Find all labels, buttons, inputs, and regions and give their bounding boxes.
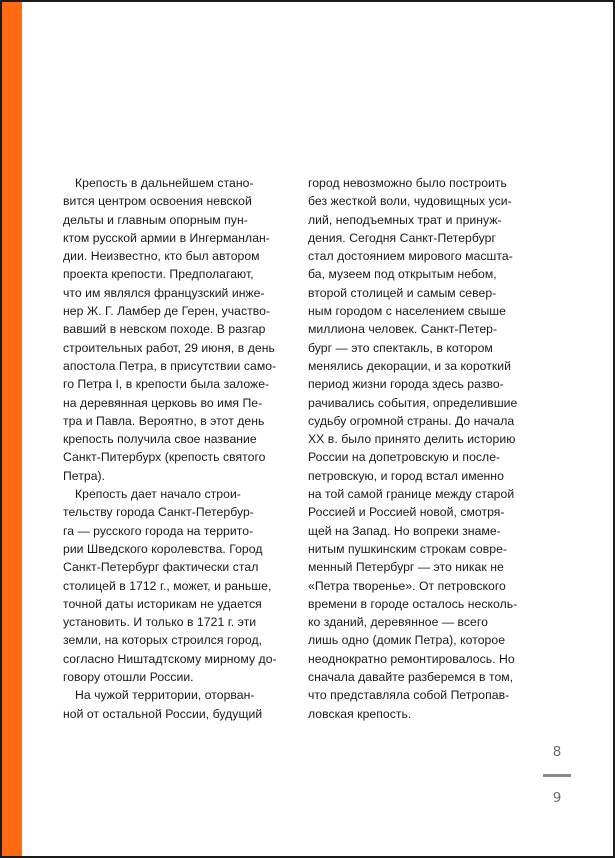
text-line: Санкт-Петербург фактически стал xyxy=(63,560,259,575)
text-line: Санкт-Питербурх (крепость святого xyxy=(63,450,266,465)
text-line: рачивались события, определившие xyxy=(308,395,518,410)
text-line: XX в. было принято делить историю xyxy=(308,432,516,447)
text-line: Крепость дает начало строи- xyxy=(75,487,241,502)
text-line: без жесткой воли, чудовищных уси- xyxy=(308,194,512,209)
text-line: согласно Ништадтскому мирному до- xyxy=(63,651,277,666)
text-line: неоднократно ремонтировалось. Но xyxy=(308,651,515,666)
text-line: проекта крепости. Предполагают, xyxy=(63,267,254,282)
text-line: Россией и Россией новой, смотря- xyxy=(308,505,505,520)
text-line: на той самой границе между старой xyxy=(308,487,515,502)
text-line: столицей в 1712 г., может, и раньше, xyxy=(63,578,272,593)
text-line: Петра). xyxy=(63,468,106,483)
text-line: земли, на которых строился город, xyxy=(63,633,263,648)
accent-sidebar-bar xyxy=(2,2,22,856)
text-line: тельству города Санкт-Петербур- xyxy=(63,505,254,520)
text-line: тра и Павла. Вероятно, в этот день xyxy=(63,413,265,428)
text-line: сначала давайте разберемся в том, xyxy=(308,670,514,685)
text-line: времени в городе осталось несколь- xyxy=(308,596,518,611)
text-line: дии. Неизвестно, кто был автором xyxy=(63,249,260,264)
text-line: На чужой территории, оторван- xyxy=(75,688,255,703)
text-line: ным городом с населением свыше xyxy=(308,304,506,319)
text-line: вится центром освоения невской xyxy=(63,194,252,209)
text-line: менялись декорации, и за короткий xyxy=(308,358,511,373)
text-line: «Петра творенье». От петровского xyxy=(308,578,506,593)
text-line: га — русского города на террито- xyxy=(63,523,254,538)
page-number-divider xyxy=(543,774,571,777)
text-line: город невозможно было построить xyxy=(308,176,507,190)
text-line: крепость получила свое название xyxy=(63,432,257,447)
text-line: России на допетровскую и после- xyxy=(308,450,501,465)
text-line: точной даты историкам не удается xyxy=(63,596,262,611)
text-line: щей на Запад. Но вопреки знаме- xyxy=(308,523,501,538)
text-line: строительных работ, 29 июня, в день xyxy=(63,340,275,355)
text-line: апостола Петра, в присутствии само- xyxy=(63,358,277,373)
text-line: нитым пушкинским строкам совре- xyxy=(308,541,508,556)
text-line: петровскую, и город встал именно xyxy=(308,468,504,483)
text-line: го Петра I, в крепости была заложе- xyxy=(63,377,270,392)
text-line: стал достоянием мирового масшта- xyxy=(308,249,513,264)
text-line: что представляла собой Петропав- xyxy=(308,688,510,703)
text-line: менный Петербург — это никак не xyxy=(308,560,504,575)
text-line: на деревянная церковь во имя Пе- xyxy=(63,395,263,410)
text-line: ба, музеем под открытым небом, xyxy=(308,267,497,282)
text-line: ктом русской армии в Ингерманлан- xyxy=(63,230,270,245)
text-line: лишь одно (домик Петра), которое xyxy=(308,633,506,648)
text-line: что им являлся французский инже- xyxy=(63,285,265,300)
text-column-left xyxy=(63,174,288,723)
text-line: установить. И только в 1721 г. эти xyxy=(63,615,257,630)
text-column-right xyxy=(308,174,538,723)
text-line: бург — это спектакль, в котором xyxy=(308,340,493,355)
text-line: вавший в невском походе. В разгар xyxy=(63,322,266,337)
text-line: второй столицей и самым север- xyxy=(308,285,497,300)
text-line: Крепость в дальнейшем стано- xyxy=(75,176,254,190)
text-line: миллиона человек. Санкт-Петер- xyxy=(308,322,498,337)
text-line: судьбу огромной страны. До начала xyxy=(308,413,515,428)
text-line: ной от остальной России, будущий xyxy=(63,706,263,721)
text-line: дельты и главным опорным пун- xyxy=(63,212,248,227)
text-line: ловская крепость. xyxy=(308,706,412,721)
page-number-left: 8 xyxy=(552,744,562,760)
text-line: дения. Сегодня Санкт-Петербург xyxy=(308,230,496,245)
text-line: говору отошли России. xyxy=(63,670,194,685)
text-line: лий, неподъемных трат и принуж- xyxy=(308,212,502,227)
text-line: период жизни города здесь разво- xyxy=(308,377,504,392)
text-line: рии Шведского королевства. Город xyxy=(63,541,263,556)
text-line: нер Ж. Г. Ламбер де Герен, участво- xyxy=(63,304,271,319)
page-number-right: 9 xyxy=(552,790,562,806)
text-line: ко зданий, деревянное — всего xyxy=(308,615,488,630)
